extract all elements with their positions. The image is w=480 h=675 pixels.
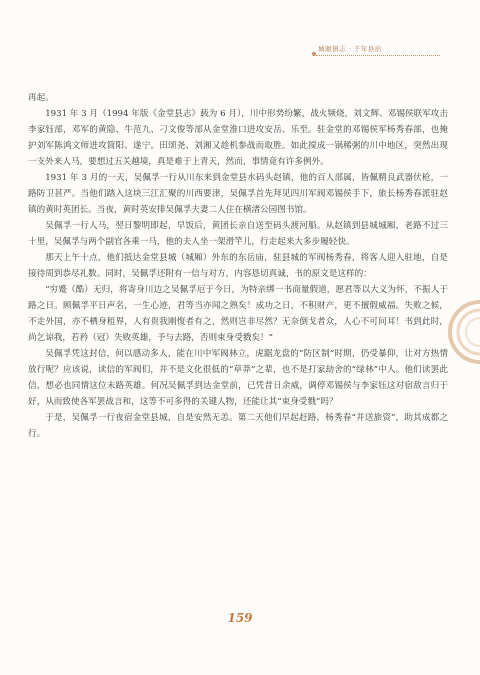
running-header: 城厢镇志 · 千年县治 [318,45,382,53]
paragraph: 那天上午十点，他们抵达金堂县城（城厢）外东的东岳庙，驻县城的军阀杨秀春，将客人迎入驻地，自是接待周到恭尽礼数。同时，吴佩孚还附有一信与对方，内容恳切真诚，书的原文是这样的： [28,253,448,279]
paragraph: 于是，吴佩孚一行夜宿金堂县城，自是安然无恙。第二天他们早起赶路，杨秀春“并送旅资”，助其成都之行。 [28,413,448,439]
decorative-ring-icon [448,300,480,364]
paragraph: 1931 年 3 月（1994 年版《金堂县志》载为 6 月），川中形势纷繁，战火频烧，刘文辉、邓锡侯联军攻击李家钰部，邓军的黄隐、牛范九、刁文俊等部从金堂淮口进攻安岳、乐至。驻金堂的邓锡侯军杨秀春部，也掩护刘军陈鸿文师进攻简阳、遂宁。田颂尧、刘湘又趁机参战而取胜。如此搅成一锅稀粥的川中地区，突然出现一支外来人马，要想过五关越境，真是难于上青天，然而，事情竟有许多例外。 [28,109,448,167]
quoted-letter: “穷蹙（酷）无归，将寄身川边之吴佩孚厄于今日，为特亲绑一书商量假道，愿君等以大义为怀，不振人于路之日。顾佩孚平日声名，一生心迹，君等当亦闻之熟矣！成功之日，不积财产，更不擅假威福。失败之候，不走外国，亦不栖身租界，人有贵我刚愎者有之，然则岂非尽然？无奈倒戈者众，人心不可问耳！书到此时，尚乞谅我，若矜（冠）失败英雄，予与去路，否则束身受戮矣！” [28,285,448,343]
body-text [28,90,448,442]
paragraph: 再起。 [28,93,54,103]
paragraph: 吴佩孚凭这封信，何以感动多人，能在川中军阀林立，虎踞龙盘的“防区制”时期，仍受暴仰，让对方热情放行呢？应该说，读信的军阀们，并不是文化很低的“草莽”之辈，也不是打家劫舍的“绿林”中人。他们读罢此信，想必也同情这位末路英雄。何况吴佩孚到达金堂前，已凭昔日余威，调停邓锡侯与李家钰这对宿敌言归于好，从而致使各军罢战言和，这等不可多得的关键人物，还能让其“束身受戮”吗？ [28,349,448,407]
paragraph: 1931 年 3 月的一天，吴佩孚一行从川东来到金堂县水码头赵镇，他的百人部属，皆佩精良武器伏枪，一路防卫甚严。当他们踏入这块三江汇聚的川西要津，吴佩孚首先拜见四川军阀邓锡侯手下，旅长杨秀春派驻赵镇的黄时英团长。当夜，黄时英安排吴佩孚夫妻二人住在横渚公园图书馆。 [28,173,448,215]
page-number: 159 [227,611,253,625]
paragraph: 吴佩孚一行人马，翌日黎明即起，早饭后，黄团长亲自送至码头渡河船。从赵镇到县城城厢，老路不过三十里，吴佩孚与两个副官各乘一马，他的夫人坐一架滑竿儿，行走起来大多步履轻快。 [28,221,448,247]
